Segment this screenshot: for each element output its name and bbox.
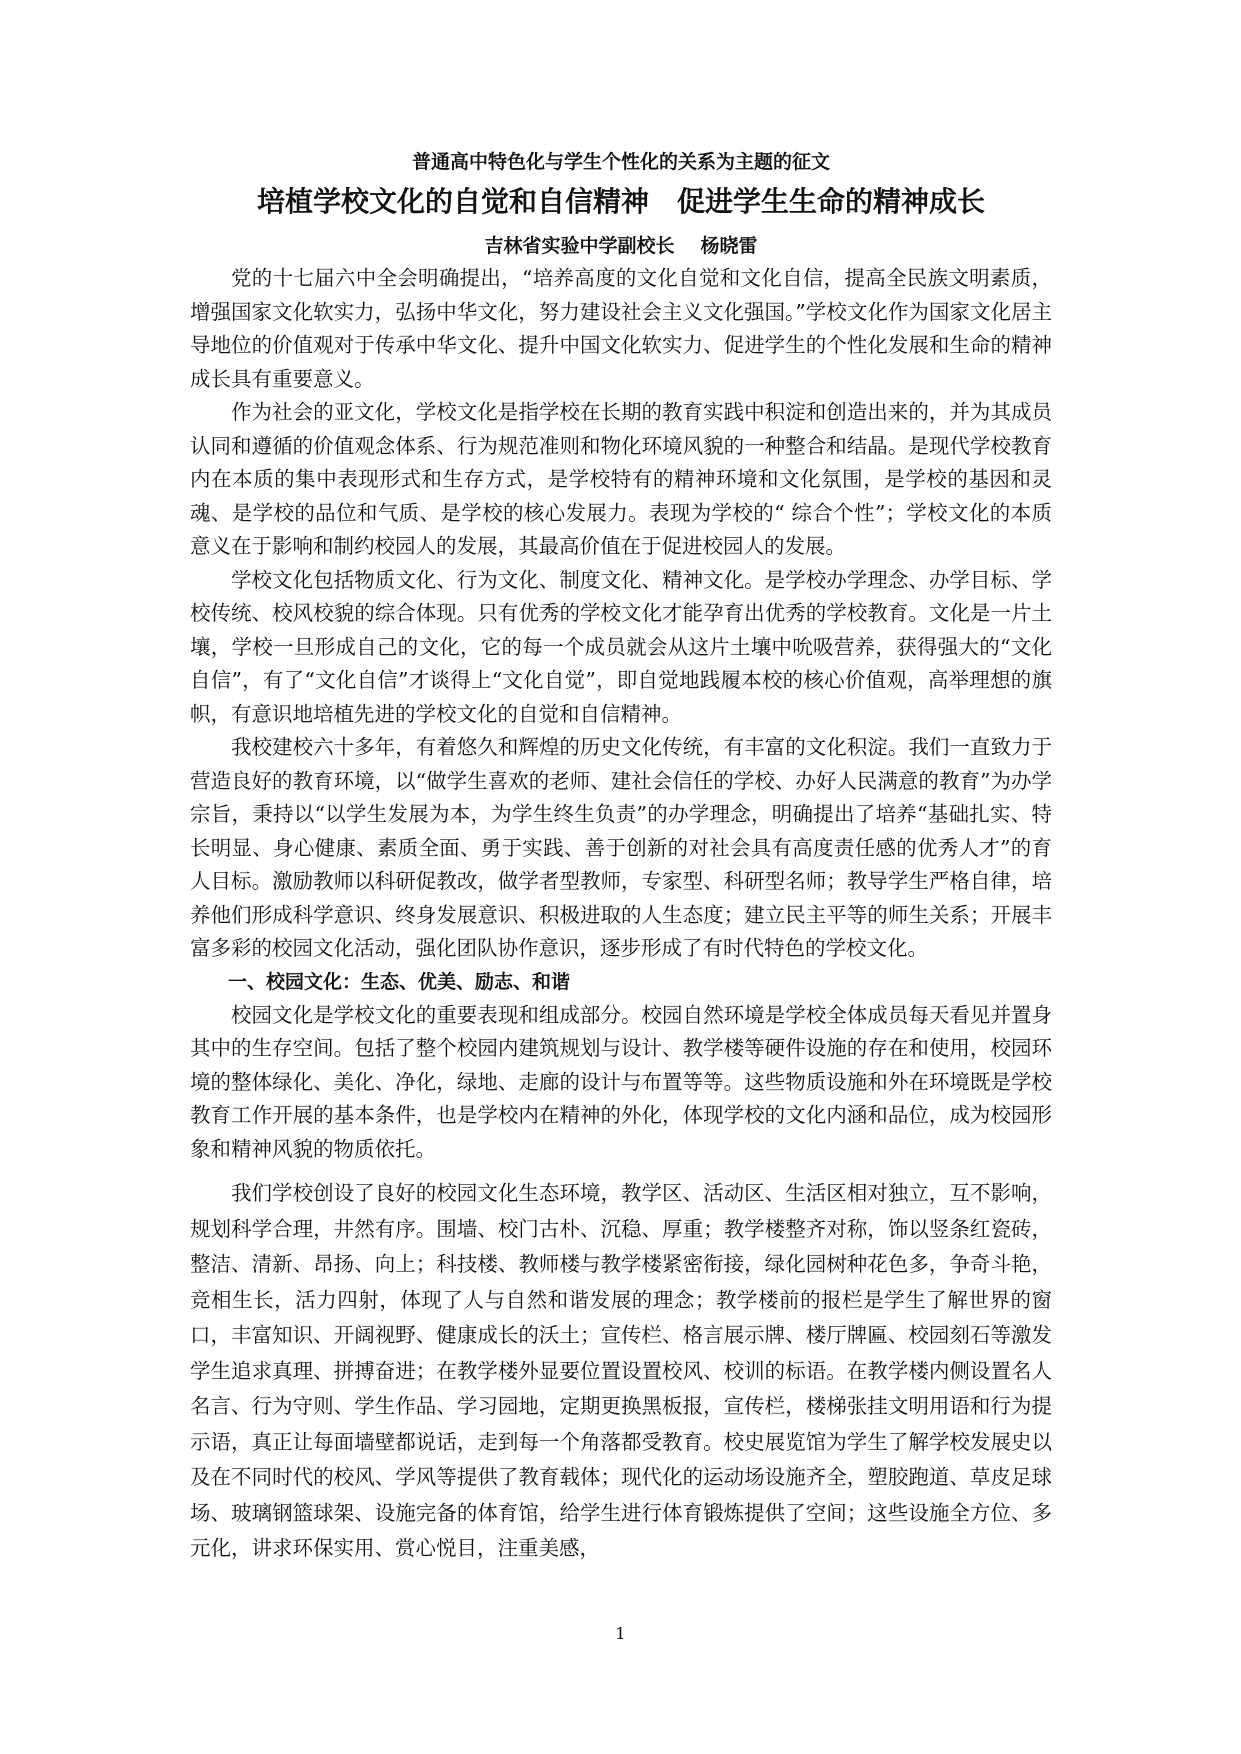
section-heading: 一、校园文化：生态、优美、励志、和谐 [228,970,571,993]
author-name: 杨晓雷 [700,235,758,257]
author-affiliation: 吉林省实验中学副校长 [484,235,675,257]
essay-theme-subtitle: 普通高中特色化与学生个性化的关系为主题的征文 [411,151,830,173]
author-line [190,232,1052,260]
document-body [190,148,1052,1567]
essay-title: 培植学校文化的自觉和自信精神 促进学生生命的精神成长 [256,185,985,218]
body-paragraph: 我校建校六十多年，有着悠久和辉煌的历史文化传统，有丰富的文化积淀。我们一直致力于营造良好的教育环境，以“做学生喜欢的老师、建社会信任的学校、办好人民满意的教育”为办学宗旨，秉持以“以学生发展为本，为学生终生负责”的办学理念，明确提出了培养“基础扎实、特长明显、身心健康、素质全面、勇于实践、善于创新的对社会具有高度责任感的优秀人才”的育人目标。激励教师以科研促教改，做学者型教师，专家型、科研型名师；教导学生严格自律，培养他们形成科学意识、终身发展意识、积极进取的人生态度；建立民主平等的师生关系；开展丰富多彩的校园文化活动，强化团队协作意识，逐步形成了有时代特色的学校文化。 [190,735,1052,960]
page-number: 1 [615,1624,626,1643]
body-paragraph: 我们学校创设了良好的校园文化生态环境，教学区、活动区、生活区相对独立，互不影响，规划科学合理，井然有序。围墙、校门古朴、沉稳、厚重；教学楼整齐对称，饰以竖条红瓷砖，整洁、清新、昂扬、向上；科技楼、教师楼与教学楼紧密衔接，绿化园树种花色多，争奇斗艳，竞相生长，活力四射，体现了人与自然和谐发展的理念；教学楼前的报栏是学生了解世界的窗口，丰富知识、开阔视野、健康成长的沃土；宣传栏、格言展示牌、楼厅牌匾、校园刻石等激发学生追求真理、拼搏奋进；在教学楼外显要位置设置校风、校训的标语。在教学楼内侧设置名人名言、行为守则、学生作品、学习园地，定期更换黑板报，宣传栏，楼梯张挂文明用语和行为提示语，真正让每面墙壁都说话，走到每一个角落都受教育。校史展览馆为学生了解学校发展史以及在不同时代的校风、学风等提供了教育载体；现代化的运动场设施齐全，塑胶跑道、草皮足球场、玻璃钢篮球架、设施完备的体育馆，给学生进行体育锻炼提供了空间；这些设施全方位、多元化，讲求环保实用、赏心悦目，注重美感， [190,1181,1052,1560]
body-paragraph: 作为社会的亚文化，学校文化是指学校在长期的教育实践中积淀和创造出来的，并为其成员认同和遵循的价值观念体系、行为规范准则和物化环境风貌的一种整合和结晶。是现代学校教育内在本质的集中表现形式和生存方式，是学校特有的精神环境和文化氛围，是学校的基因和灵魂、是学校的品位和气质、是学校的核心发展力。表现为学校的“ 综合个性”；学校文化的本质意义在于影响和制约校园人的发展，其最高价值在于促进校园人的发展。 [190,400,1052,558]
body-paragraph: 校园文化是学校文化的重要表现和组成部分。校园自然环境是学校全体成员每天看见并置身其中的生存空间。包括了整个校园内建筑规划与设计、教学楼等硬件设施的存在和使用，校园环境的整体绿化、美化、净化，绿地、走廊的设计与布置等等。这些物质设施和外在环境既是学校教育工作开展的基本条件，也是学校内在精神的外化，体现学校的文化内涵和品位，成为校园形象和精神风貌的物质依托。 [190,1002,1052,1161]
body-paragraph: 党的十七届六中全会明确提出，“培养高度的文化自觉和文化自信，提高全民族文明素质，增强国家文化软实力，弘扬中华文化，努力建设社会主义文化强国。”学校文化作为国家文化居主导地位的价值观对于传承中华文化、提升中国文化软实力、促进学生的个性化发展和生命的精神成长具有重要意义。 [190,266,1052,391]
body-paragraph: 学校文化包括物质文化、行为文化、制度文化、精神文化。是学校办学理念、办学目标、学校传统、校风校貌的综合体现。只有优秀的学校文化才能孕育出优秀的学校教育。文化是一片土壤，学校一旦形成自己的文化，它的每一个成员就会从这片土壤中吮吸营养，获得强大的“文化自信”，有了“文化自信”才谈得上“文化自觉”，即自觉地践履本校的核心价值观，高举理想的旗帜，有意识地培植先进的学校文化的自觉和自信精神。 [190,567,1052,726]
